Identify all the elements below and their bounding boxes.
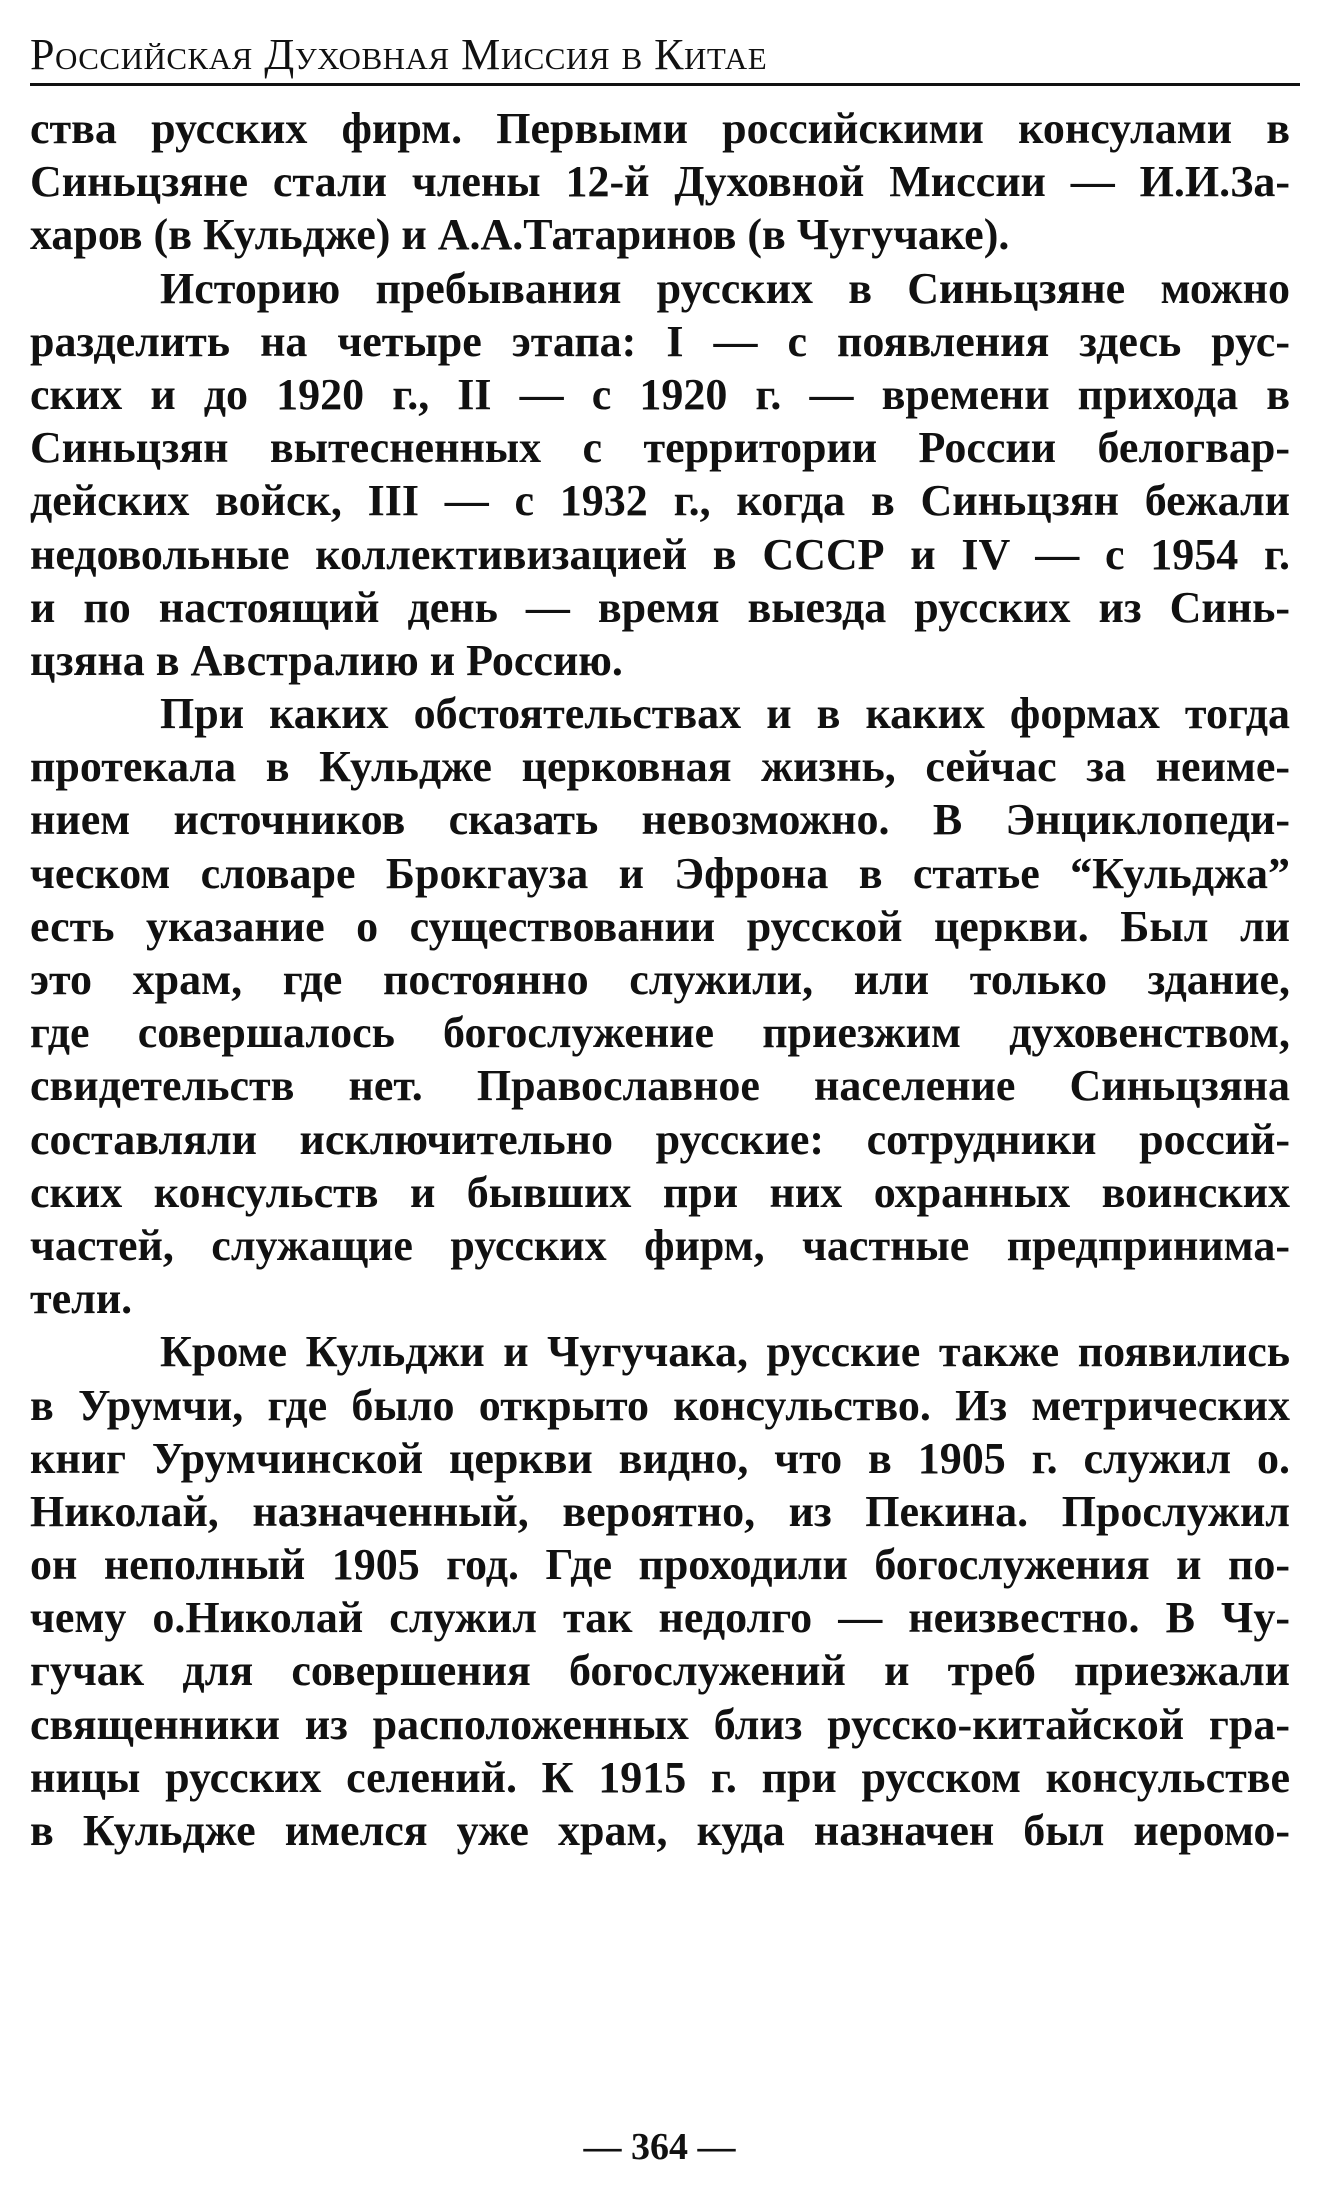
running-head <box>30 18 1300 86</box>
text-line: где совершалось богослужение приезжим духовенством, <box>30 1008 1290 1058</box>
text-line: разделить на четыре этапа: I — с появления здесь рус- <box>30 316 1290 366</box>
text-line: в Урумчи, где было открыто консульство. Из метрических <box>30 1380 1290 1430</box>
text-line: ницы русских селений. К 1915 г. при русском консульстве <box>30 1752 1290 1802</box>
text-line: он неполный 1905 год. Где проходили богослужения и по- <box>30 1540 1290 1590</box>
text-line: При каких обстоятельствах и в каких формах тогда <box>160 689 1290 739</box>
text-line: и по настоящий день — время выезда русских из Синь- <box>30 582 1290 632</box>
text-line: частей, служащие русских фирм, частные предпринима- <box>30 1220 1290 1270</box>
text-line: ских консульств и бывших при них охранных воинских <box>30 1167 1290 1217</box>
body-text <box>30 102 1290 1857</box>
text-line: нием источников сказать невозможно. В Энциклопеди- <box>30 795 1290 845</box>
text-line: Николай, назначенный, вероятно, из Пекина. Прослужил <box>30 1486 1290 1536</box>
text-line: тели. <box>30 1274 133 1324</box>
text-line: харов (в Кульдже) и А.А.Татаринов (в Чугучаке). <box>30 210 1010 260</box>
text-line: это храм, где постоянно служили, или только здание, <box>30 955 1290 1004</box>
text-line: ческом словаре Брокгауза и Эфрона в статье “Кульджа” <box>30 848 1290 898</box>
text-line: недовольные коллективизацией в СССР и IV — с 1954 г. <box>30 529 1290 579</box>
page-number: — 364 — <box>583 2126 736 2168</box>
text-line: есть указание о существовании русской церкви. Был ли <box>30 901 1290 951</box>
text-line: Кроме Кульджи и Чугучака, русские также появились <box>160 1327 1290 1377</box>
text-line: в Кульдже имелся уже храм, куда назначен был иеромо- <box>30 1806 1290 1855</box>
text-line: книг Урумчинской церкви видно, что в 1905 г. служил о. <box>30 1433 1290 1483</box>
text-line: дейских войск, III — с 1932 г., когда в Синьцзян бежали <box>30 476 1290 526</box>
text-line: составляли исключительно русские: сотрудники россий- <box>30 1114 1290 1164</box>
text-line: Историю пребывания русских в Синьцзяне можно <box>160 263 1290 313</box>
text-line: ских и до 1920 г., II — с 1920 г. — времени прихода в <box>30 369 1290 419</box>
text-line: Синьцзяне стали члены 12-й Духовной Миссии — И.И.За- <box>30 157 1290 207</box>
text-line: священники из расположенных близ русско-китайской гра- <box>30 1699 1290 1749</box>
text-line: Синьцзян вытесненных с территории России белогвар- <box>30 423 1290 473</box>
text-line: гучак для совершения богослужений и треб приезжали <box>30 1646 1290 1696</box>
running-head-title: Российская Духовная Миссия в Китае <box>30 30 768 79</box>
text-line: чему о.Николай служил так недолго — неизвестно. В Чу- <box>30 1593 1290 1643</box>
text-line: цзяна в Австралию и Россию. <box>30 635 623 685</box>
text-line: протекала в Кульдже церковная жизнь, сейчас за неиме- <box>30 742 1290 792</box>
text-line: свидетельств нет. Православное население Синьцзяна <box>30 1061 1290 1111</box>
text-line: ства русских фирм. Первыми российскими консулами в <box>30 104 1290 153</box>
